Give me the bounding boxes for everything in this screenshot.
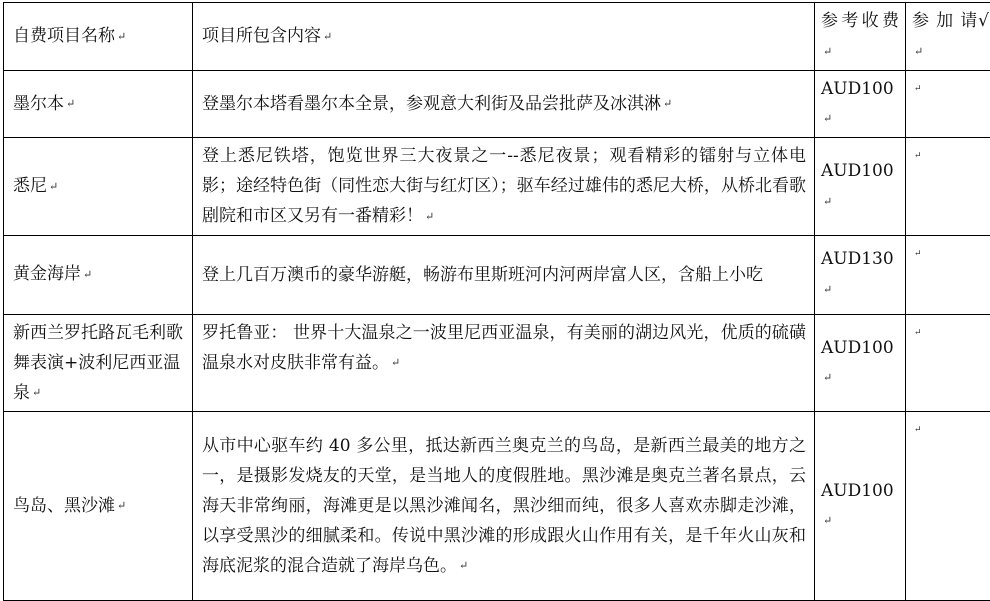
paragraph-mark-icon: ↵ (914, 45, 923, 58)
table-row (4, 412, 990, 601)
header-item-name: 自费项目名称 ↵ (4, 3, 193, 71)
table-row (4, 70, 990, 138)
item-name-cell: 鸟岛、黑沙滩 ↵ (4, 412, 193, 601)
paragraph-mark-icon: ↵ (117, 499, 126, 512)
item-fee-cell: AUD130↵ (815, 235, 906, 314)
cell-mark-icon: ↵ (914, 84, 922, 94)
paragraph-mark-icon: ↵ (823, 283, 832, 296)
join-check-cell[interactable] (906, 412, 990, 601)
item-fee-cell: AUD100↵ (815, 138, 906, 236)
item-content-cell: 罗托鲁亚： 世界十大温泉之一波里尼西亚温泉，有美丽的湖边风光，优质的硫磺温泉水对皮肤非常有益。 ↵ (193, 314, 815, 412)
item-content-cell: 登上悉尼铁塔，饱览世界三大夜景之一--悉尼夜景；观看精彩的镭射与立体电影；途经特色街（同性恋大街与红灯区）；驱车经过雄伟的悉尼大桥，从桥北看歌剧院和市区又另有一番精彩！ ↵ (193, 138, 815, 236)
excursion-table (3, 2, 990, 601)
join-check-cell[interactable] (906, 235, 990, 314)
cell-mark-icon: ↵ (914, 328, 922, 338)
table-header-row (4, 3, 990, 71)
paragraph-mark-icon: ↵ (391, 356, 400, 369)
paragraph-mark-icon: ↵ (823, 112, 832, 125)
table-row (4, 138, 990, 236)
paragraph-mark-icon: ↵ (459, 559, 468, 572)
join-check-cell[interactable] (906, 314, 990, 412)
item-fee-cell: AUD100↵ (815, 412, 906, 601)
item-name-cell: 墨尔本 ↵ (4, 70, 193, 138)
paragraph-mark-icon: ↵ (823, 371, 832, 384)
item-content-cell: 登墨尔本塔看墨尔本全景，参观意大利街及品尝批萨及冰淇淋 ↵ (193, 70, 815, 138)
cell-mark-icon: ↵ (914, 151, 922, 161)
paragraph-mark-icon: ↵ (32, 386, 41, 399)
paragraph-mark-icon: ↵ (66, 97, 75, 110)
paragraph-mark-icon: ↵ (823, 45, 832, 58)
paragraph-mark-icon: ↵ (117, 30, 126, 43)
item-fee-cell: AUD100↵ (815, 70, 906, 138)
paragraph-mark-icon: ↵ (425, 210, 434, 223)
header-fee: 参考收费↵ (815, 3, 906, 71)
item-fee-cell: AUD100↵ (815, 314, 906, 412)
table-row (4, 235, 990, 314)
join-check-cell[interactable] (906, 70, 990, 138)
header-item-content: 项目所包含内容 ↵ (193, 3, 815, 71)
item-name-cell: 黄金海岸 ↵ (4, 235, 193, 314)
cell-mark-icon: ↵ (914, 249, 922, 259)
join-check-cell[interactable] (906, 138, 990, 236)
item-content-cell: 从市中心驱车约 40 多公里，抵达新西兰奥克兰的鸟岛，是新西兰最美的地方之一，是摄影发烧友的天堂，是当地人的度假胜地。黑沙滩是奥克兰著名景点，云海天非常绚丽，海滩更是以黑沙滩闻名，黑沙细而纯，很多人喜欢赤脚走沙滩，以享受黑沙的细腻柔和。传说中黑沙滩的形成跟火山作用有关，是千年火山灰和海底泥浆的混合造就了海岸乌色。 ↵ (193, 412, 815, 601)
cell-mark-icon: ↵ (914, 425, 922, 435)
paragraph-mark-icon: ↵ (663, 97, 672, 110)
table-row (4, 314, 990, 412)
item-name-cell: 悉尼 ↵ (4, 138, 193, 236)
paragraph-mark-icon: ↵ (49, 180, 58, 193)
item-content-cell: 登上几百万澳币的豪华游艇，畅游布里斯班河内河两岸富人区，含船上小吃 (193, 235, 815, 314)
paragraph-mark-icon: ↵ (823, 514, 832, 527)
paragraph-mark-icon: ↵ (83, 268, 92, 281)
header-join: 参 加 请√↵ (906, 3, 990, 71)
paragraph-mark-icon: ↵ (323, 30, 332, 43)
item-name-cell: 新西兰罗托路瓦毛利歌舞表演+波利尼西亚温泉 ↵ (4, 314, 193, 412)
paragraph-mark-icon: ↵ (823, 195, 832, 208)
